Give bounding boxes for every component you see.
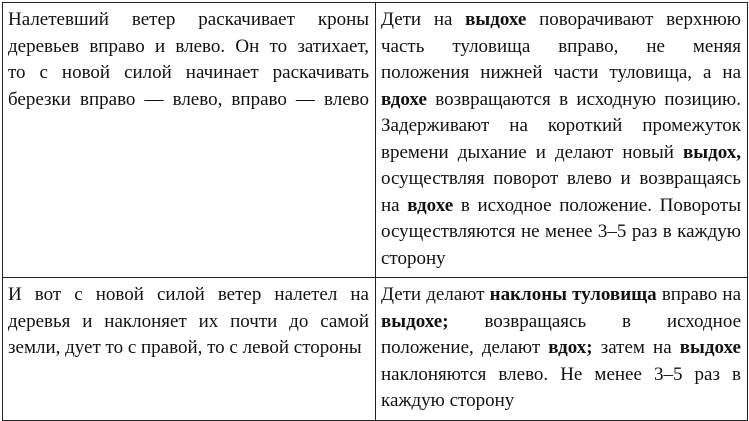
emphasis-text: выдохе xyxy=(465,9,527,30)
instruction-text: возвращаясь в исходное положение, делают xyxy=(381,310,741,358)
emphasis-text: вдох; xyxy=(548,337,593,358)
instruction-text: возвращаются в исходную позицию. Задерживают на короткий промежуток времени дыхание и делают новый xyxy=(381,88,741,163)
story-line: то с новой силой начинает раскачивать xyxy=(8,62,369,83)
table-row xyxy=(3,3,748,278)
instruction-text: осуществляя поворот влево и возвращаясь на xyxy=(381,168,741,216)
exercise-table xyxy=(2,2,748,421)
emphasis-text: выдохе; xyxy=(381,310,449,332)
instruction-text: в исходное положение. Повороты осуществляются не менее 3–5 раз в каждую сторону xyxy=(381,194,741,269)
emphasis-text: вдохе xyxy=(381,88,427,110)
story-line: Налетевший ветер раскачивает кроны xyxy=(8,9,369,30)
emphasis-text: наклоны туловища xyxy=(489,284,657,305)
story-line: березки вправо — влево, вправо — влево xyxy=(8,88,369,110)
emphasis-text: вдохе xyxy=(407,194,454,216)
instruction-text: наклоняются влево. Не менее 3–5 раз в каждую сторону xyxy=(381,363,741,411)
story-cell xyxy=(3,3,376,278)
story-line: деревьев вправо и влево. Он то затихает, xyxy=(8,35,369,57)
story-cell xyxy=(3,278,376,421)
emphasis-text: выдохе xyxy=(679,337,741,358)
instruction-cell xyxy=(376,278,748,421)
instruction-text: Дети делают xyxy=(381,284,490,305)
instruction-text: поворачивают верхнюю часть туловища вправо, не меняя положения нижней части туловища, а на xyxy=(381,9,741,83)
instruction-cell xyxy=(376,3,748,278)
instruction-text: затем на xyxy=(592,337,680,358)
instruction-text: Дети на xyxy=(381,9,466,30)
instruction-text: вправо на xyxy=(656,284,741,305)
table-row xyxy=(3,278,748,421)
story-text: И вот с новой силой ветер налетел на деревья и наклоняет их почти до самой земли, дует то с правой, то с левой стороны xyxy=(8,284,369,358)
emphasis-text: выдох, xyxy=(683,141,741,163)
